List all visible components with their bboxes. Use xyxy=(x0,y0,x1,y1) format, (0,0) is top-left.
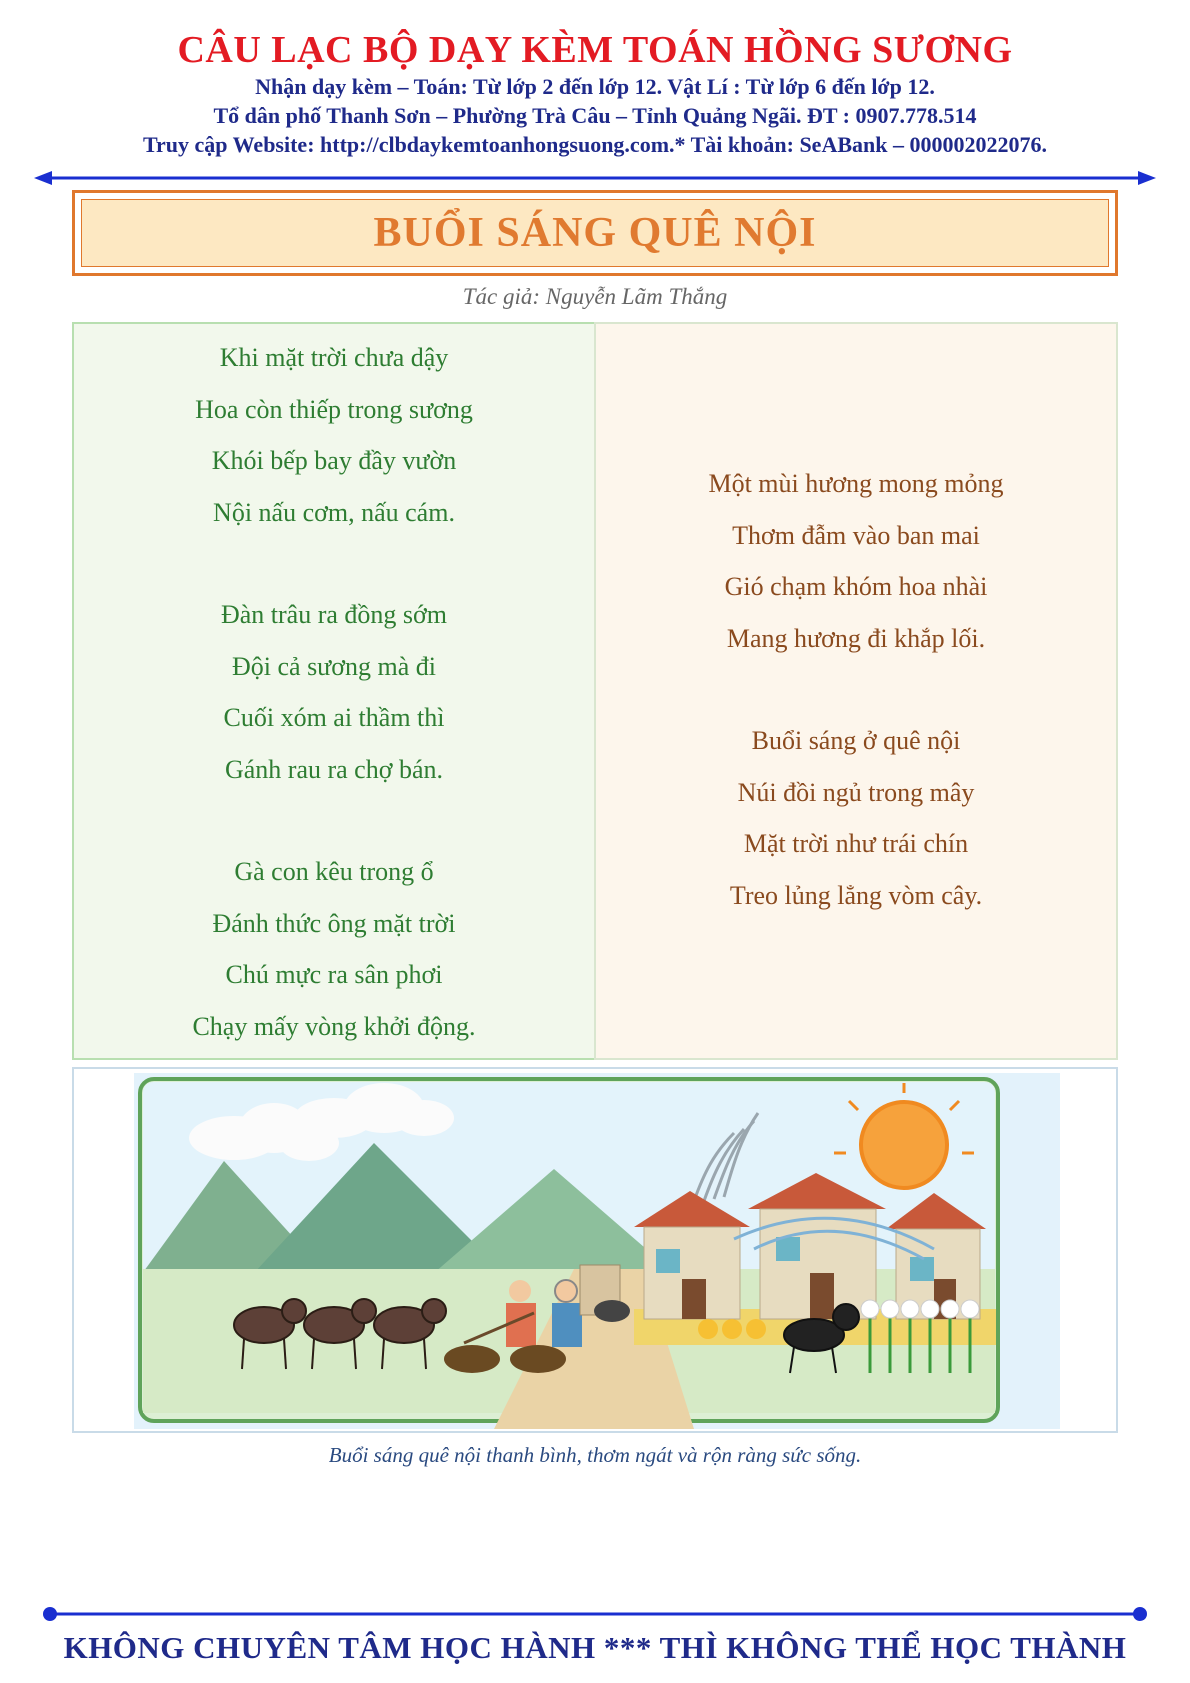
poem-line: Đội cả sương mà đi xyxy=(231,651,437,681)
poem-left-column xyxy=(72,322,596,1060)
stanza-4 xyxy=(596,458,1116,664)
poem-title-box xyxy=(72,190,1118,276)
poem-line: Một mùi hương mong mỏng xyxy=(708,469,1004,498)
header-address-line: Tổ dân phố Thanh Sơn – Phường Trà Câu – Tỉnh Quảng Ngãi. ĐT : 0907.778.514 xyxy=(213,103,977,128)
poem-line: Chạy mấy vòng khởi động. xyxy=(192,1011,476,1041)
poem-line: Khi mặt trời chưa dậy xyxy=(219,343,449,372)
poem-line: Buổi sáng ở quê nội xyxy=(751,726,961,755)
poem-line: Mặt trời như trái chín xyxy=(743,829,969,858)
poem-line: Gà con kêu trong ổ xyxy=(234,857,434,886)
footer-motto: KHÔNG CHUYÊN TÂM HỌC HÀNH *** THÌ KHÔNG THỂ HỌC THÀNH xyxy=(63,1630,1127,1665)
chick-group xyxy=(698,1319,766,1339)
countryside-morning-illustration xyxy=(134,1073,1060,1429)
stanza-2 xyxy=(74,589,594,795)
poem-line: Nội nấu cơm, nấu cám. xyxy=(213,497,455,527)
poem-line: Núi đồi ngủ trong mây xyxy=(737,777,975,807)
poem-line: Chú mực ra sân phơi xyxy=(225,960,443,989)
poem-line: Thơm đẫm vào ban mai xyxy=(732,520,980,550)
illustration-caption: Buổi sáng quê nội thanh bình, thơm ngát và rộn ràng sức sống. xyxy=(328,1443,862,1467)
poem-line: Gánh rau ra chợ bán. xyxy=(224,754,444,784)
header-services-line: Nhận dạy kèm – Toán: Từ lớp 2 đến lớp 12. Vật Lí : Từ lớp 6 đến lớp 12. xyxy=(255,74,935,99)
poem-line: Gió chạm khóm hoa nhài xyxy=(724,572,988,601)
poem-line: Đàn trâu ra đồng sớm xyxy=(220,600,448,629)
double-arrow-divider xyxy=(34,170,1156,186)
poem-line: Hoa còn thiếp trong sương xyxy=(195,394,473,424)
poem-line: Mang hương đi khắp lối. xyxy=(726,623,986,653)
poem-line: Đánh thức ông mặt trời xyxy=(212,908,456,938)
stanza-1 xyxy=(74,332,594,538)
header-website-line: Truy cập Website: http://clbdaykemtoanhongsuong.com.* Tài khoản: SeABank – 000002022076. xyxy=(143,132,1047,157)
poem-line: Khói bếp bay đầy vườn xyxy=(211,446,457,475)
poem-right-column xyxy=(594,322,1118,1060)
poem-line: Treo lủng lẳng vòm cây. xyxy=(729,880,983,910)
illustration-frame xyxy=(72,1067,1118,1433)
stanza-3 xyxy=(74,846,594,1052)
stanza-5 xyxy=(596,715,1116,921)
poem-line: Cuối xóm ai thầm thì xyxy=(223,703,445,732)
page-header xyxy=(0,28,1190,159)
poem-title: BUỔI SÁNG QUÊ NỘI xyxy=(373,210,817,256)
club-name: CÂU LẠC BỘ DẠY KÈM TOÁN HỒNG SƯƠNG xyxy=(177,29,1013,71)
footer-divider xyxy=(42,1606,1148,1622)
poem-author: Tác giả: Nguyễn Lãm Thắng xyxy=(462,284,728,309)
